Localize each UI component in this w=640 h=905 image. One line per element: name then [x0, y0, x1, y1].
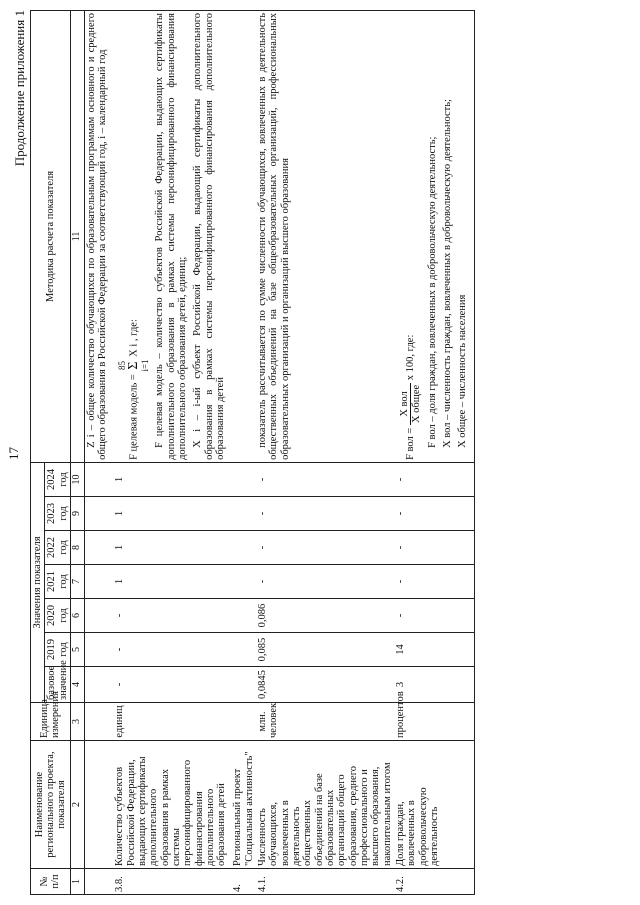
header-unit: Единица измерения	[31, 703, 71, 741]
row-base: 3	[394, 667, 474, 703]
row-2021: -	[394, 565, 474, 599]
header-2022: 2022 год	[45, 531, 71, 565]
row-method	[256, 11, 394, 463]
row-2020: -	[394, 599, 474, 633]
row-name: Региональный проект "Социальная активность"	[231, 741, 256, 869]
page-number: 17	[6, 447, 21, 460]
formula-volunteers: F вол = X вол X общее x 100, где:	[399, 334, 423, 460]
row-2019: 0,085	[256, 633, 394, 667]
row-2021: -	[256, 565, 394, 599]
header-name: Наименование регионального проекта, показателя	[31, 741, 71, 869]
formula-target-model: F целевая модель = 85 Σ i=1 X i , где:	[117, 319, 151, 460]
header-2019: 2019 год	[45, 633, 71, 667]
col-number: 3	[70, 703, 84, 741]
col-number: 1	[70, 869, 84, 895]
header-2020: 2020 год	[45, 599, 71, 633]
table-row	[256, 11, 394, 895]
row-no: 3.8.	[113, 869, 231, 895]
row-no: 4.	[231, 869, 256, 895]
row-no: 4.2.	[394, 869, 474, 895]
method-text: X i – i-ый субъект Российской Федерации, выдающий сертификаты дополнительного образования в рамках системы персонифицированного финансирования дополнительного образования детей	[192, 13, 227, 460]
col-number: 2	[70, 741, 84, 869]
prev-method-text: Z i – общее количество обучающихся по образовательным программам основного и среднего общего образования в Российской Федерации за соответствующий год, i – календарный год	[85, 13, 109, 460]
row-2021: 1	[113, 565, 231, 599]
row-2020: 0,086	[256, 599, 394, 633]
row-2023: -	[256, 497, 394, 531]
header-2021: 2021 год	[45, 565, 71, 599]
row-name: Доля граждан, вовлеченных в добровольческую деятельность	[394, 741, 474, 869]
prev-method-cell	[84, 11, 113, 463]
fraction: X вол X общее	[399, 384, 423, 424]
indicators-table	[30, 10, 475, 895]
method-text: F целевая модель – количество субъектов Российской Федерации, выдающих сертификаты дополнительного образования в рамках системы персонифицированного финансирования дополнительного образования детей, единиц;	[154, 13, 189, 460]
table-row	[394, 11, 474, 895]
col-number: 6	[70, 599, 84, 633]
header-base: базовое значение	[45, 667, 71, 703]
col-number: 8	[70, 531, 84, 565]
method-text: F вол – доля граждан, вовлеченных в добровольческую деятельность;	[426, 136, 438, 448]
col-number: 7	[70, 565, 84, 599]
col-number: 5	[70, 633, 84, 667]
row-name: Количество субъектов Российской Федерации, выдающих сертификаты дополнительного образования в рамках системы персонифицированного финансирования дополнительного образования детей	[113, 741, 231, 869]
row-2020: -	[113, 599, 231, 633]
col-number: 4	[70, 667, 84, 703]
row-base: 0,0845	[256, 667, 394, 703]
row-unit: единиц	[113, 703, 231, 741]
col-number: 9	[70, 497, 84, 531]
row-2019: -	[113, 633, 231, 667]
row-method	[113, 11, 231, 463]
row-unit: млн. человек	[256, 703, 394, 741]
col-number: 11	[70, 11, 84, 463]
row-no: 4.1.	[256, 869, 394, 895]
row-2024: -	[256, 462, 394, 496]
header-method: Методика расчета показателя	[31, 11, 71, 463]
row-2023: -	[394, 497, 474, 531]
table-row	[84, 11, 113, 895]
row-2019: 14	[394, 633, 474, 667]
table-row	[113, 11, 231, 895]
row-2024: -	[394, 462, 474, 496]
row-2022: -	[394, 531, 474, 565]
sum-symbol: 85 Σ i=1	[117, 359, 151, 372]
row-unit: процентов	[394, 703, 474, 741]
row-2023: 1	[113, 497, 231, 531]
header-2023: 2023 год	[45, 497, 71, 531]
col-number: 10	[70, 462, 84, 496]
header-2024: 2024 год	[45, 462, 71, 496]
row-2022: 1	[113, 531, 231, 565]
method-text: X вол – численность граждан, вовлеченных в добровольческую деятельность;	[441, 99, 453, 448]
method-text: X общее – численность населения	[457, 294, 469, 448]
continuation-label: Продолжение приложения 1	[12, 10, 27, 167]
method-text: показатель рассчитывается по сумме численности обучающихся, вовлеченных в деятельность общественных объединений на базе общеобразовательных организаций, профессиональных образовательных организаций и организаций высшего образования	[257, 13, 291, 460]
header-values-group: Значения показателя	[31, 462, 45, 702]
header-no: № п/п	[31, 869, 71, 895]
row-2022: -	[256, 531, 394, 565]
row-name: Численность обучающихся, вовлеченных в деятельность общественных объединений на базе образовательных организаций общего образования, среднего профессионального и высшего образования, накопительным итогом	[256, 741, 394, 869]
row-base: -	[113, 667, 231, 703]
table-row	[231, 11, 256, 895]
row-2024: 1	[113, 462, 231, 496]
row-method	[394, 11, 474, 463]
